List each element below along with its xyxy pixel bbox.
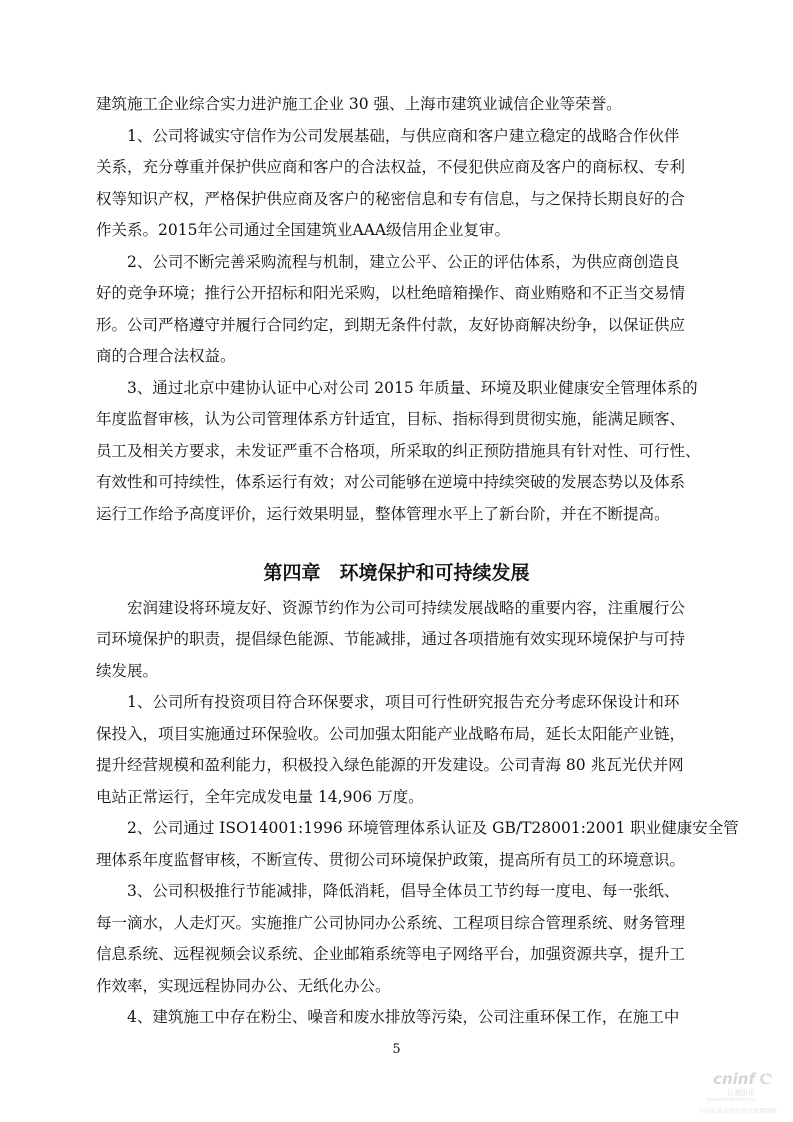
watermark-subtitle: 巨潮资讯 bbox=[727, 1089, 755, 1097]
watermark-caption: 中国证监会指定信息披露网站 bbox=[698, 1108, 777, 1115]
watermark-brand: cninf bbox=[713, 1070, 755, 1088]
swirl-logo-icon bbox=[757, 1070, 775, 1088]
document-page: 建筑施工企业综合实力进沪施工企业 30 强、上海市建筑业诚信企业等荣誉。 1、公司将诚实守信作为公司发展基础，与供应商和客户建立稳定的战略合作伙伴 关系，充分尊重并保护供应商和客户的合法权益，不侵犯供应商及客户的商标权、专利 权等知识产权，严格保护供应商及客户的秘密信息和专有信息，与之保持长期良好的合 作关系。2015年公司通过全国建筑业AAA级信用企业复审。 2、公司不断完善采购流程与机制，建立公平、公正的评估体系，为供应商创造良 好的竞争环境；推行公开招标和阳光采购，以杜绝暗箱操作、商业贿赂和不正当交易情 形。公司严格遵守并履行合同约定，到期无条件付款，友好协商解决纷争，以保证供应 商的合理合法权益。 3、通过北京中建协认证中心对公司 2015 年质量、环境及职业健康安全管理体系的 年度监督审核，认为公司管理体系方针适宜，目标、指标得到贯彻实施，能满足顾客、 员工及相关方要求，未发证严重不合格项，所采取的纠正预防措施具有针对性、可行性、 有效性和可持续性，体系运行有效；对公司能够在逆境中持续突破的发展态势以及体系 运行工作给予高度评价，运行效果明显，整体管理水平上了新台阶，并在不断提高。 第四章 环境保护和可持续发展 宏润建设将环境友好、资源节约作为公司可持续发展战略的重要内容，注重履行公 司环境保护的职责，提倡绿色能源、节能减排，通过各项措施有效实现环境保护与可持 续发展。 1、公司所有投资项目符合环保要求，项目可行性研究报告充分考虑环保设计和环 保投入，项目实施通过环保验收。公司加强太阳能产业战略布局，延长太阳能产业链， 提升经营规模和盈利能力，积极投入绿色能源的开发建设。公司青海 80 兆瓦光伏并网 电站正常运行，全年完成发电量 14,906 万度。 2、公司通过 ISO14001:1996 环境管理体系认证及 GB/T28001:2001 职业健康安全管 理体系年度监督审核，不断宣传、贯彻公司环境保护政策，提高所有员工的环境意识。 3、公司积极推行节能减排，降低消耗，倡导全体员工节约每一度电、每一张纸、 每一滴水，人走灯灭。实施推广公司协同办公系统、工程项目综合管理系统、财务管理 信息系统、远程视频会议系统、企业邮箱系统等电子网络平台，加强资源共享，提升工 作效率，实现远程协同办公、无纸化办公。 4、建筑施工中存在粉尘、噪音和废水排放等污染，公司注重环保工作，在施工中 5 cninf 巨潮资讯 www.cninfo.com.cn 中国证监会指定信息披露网站 bbox=[0, 0, 793, 1122]
chapter-heading: 第四章 环境保护和可持续发展 bbox=[263, 562, 530, 584]
cninfo-watermark bbox=[667, 1066, 777, 1114]
watermark-url: www.cninfo.com.cn bbox=[706, 1097, 755, 1103]
page-number: 5 bbox=[392, 1042, 401, 1057]
